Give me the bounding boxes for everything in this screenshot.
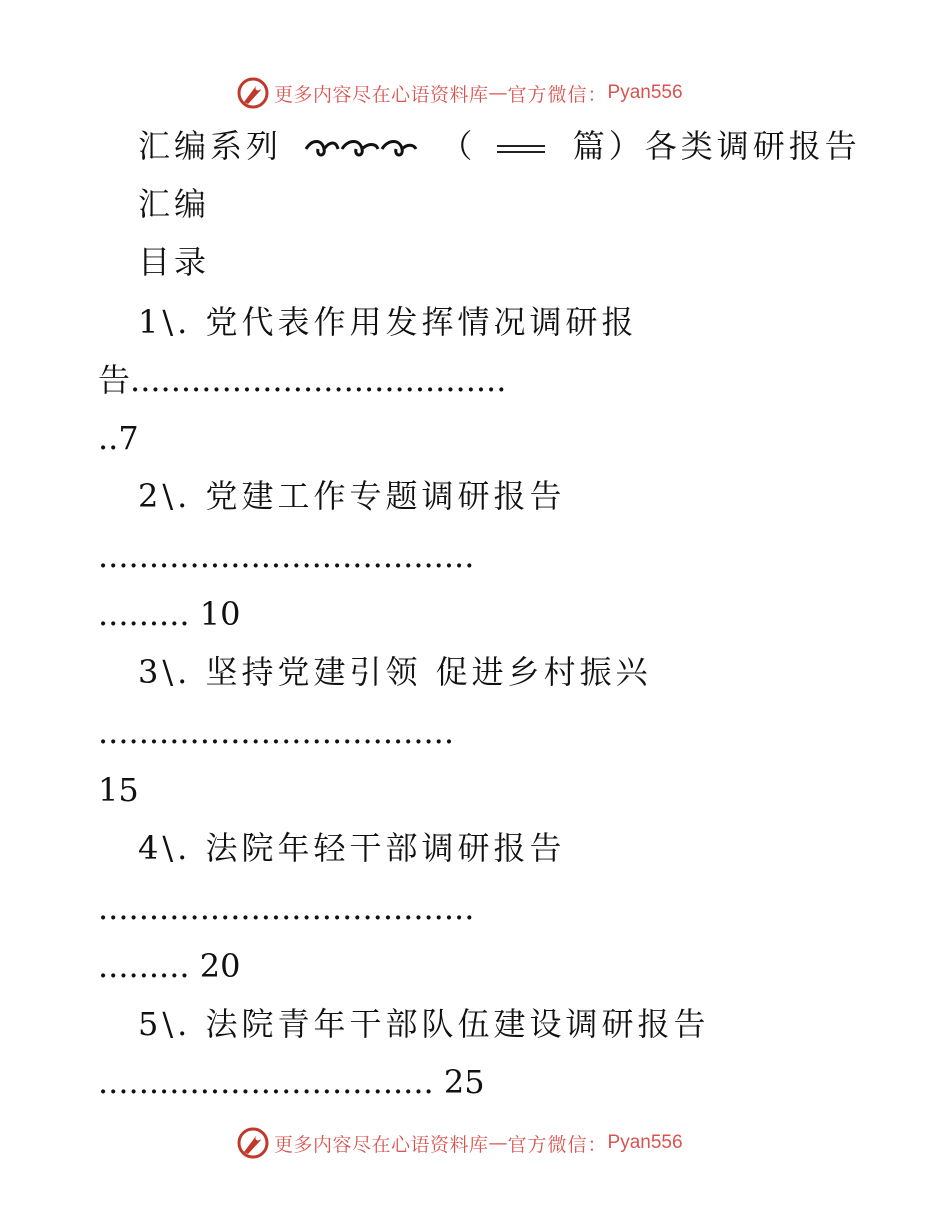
title-prefix: 汇编系列 <box>138 127 283 165</box>
toc-entry-2-leader: ..................................... <box>98 537 475 575</box>
pen-logo-icon <box>236 1126 270 1160</box>
toc-page-number: 10 <box>199 595 241 633</box>
banner-wechat-label: 官方微信： <box>507 83 608 106</box>
footer-banner <box>0 1120 950 1160</box>
banner-dash: — <box>488 82 508 104</box>
toc-entry-title: 法院青年干部队伍建设调研报告 <box>205 1005 710 1043</box>
banner-wechat-label: 官方微信： <box>507 1133 608 1156</box>
toc-entry-number: 4\. <box>138 829 192 867</box>
toc-entry-title: 党代表作用发挥情况调研报 <box>205 303 638 341</box>
toc-entry-number: 2\. <box>138 477 192 515</box>
toc-entry-1-leader: 告..................................... <box>98 361 507 399</box>
title-paren-open: （ <box>440 127 477 165</box>
toc-entry-4-page-line: ......... 20 <box>98 947 241 985</box>
banner-text: 更多内容尽在心语资料库 <box>274 1133 489 1156</box>
document-title <box>138 126 861 166</box>
banner-wechat-id: Pyan556 <box>607 1132 683 1153</box>
toc-entry-1-page-line: ..7 <box>98 419 139 457</box>
toc-heading: 目录 <box>138 243 211 281</box>
toc-entry-3 <box>138 652 652 692</box>
toc-entry-title: 坚持党建引领 促进乡村振兴 <box>205 653 652 691</box>
equals-mark <box>497 142 545 156</box>
toc-entry-number: 5\. <box>138 1005 192 1043</box>
toc-entry-title: 党建工作专题调研报告 <box>205 477 566 515</box>
toc-entry-4-leader: ..................................... <box>98 889 475 927</box>
toc-entry-2-page-line: ......... 10 <box>98 595 241 633</box>
toc-entry-number: 3\. <box>138 653 192 691</box>
toc-entry-2 <box>138 476 566 516</box>
toc-entry-5-leader: ................................. 25 <box>98 1063 485 1101</box>
banner-wechat-id: Pyan556 <box>607 82 683 103</box>
toc-page-number: 20 <box>199 947 241 985</box>
toc-entry-wrap: 告 <box>98 361 131 399</box>
toc-entry-4 <box>138 828 566 868</box>
toc-entry-3-page-line <box>98 770 139 810</box>
toc-entry-number: 1\. <box>138 303 192 341</box>
document-title-line2: 汇编 <box>138 185 211 223</box>
banner-text: 更多内容尽在心语资料库 <box>274 83 489 106</box>
banner-dash: — <box>488 1132 508 1154</box>
pen-logo-icon <box>236 76 270 110</box>
toc-entry-title: 法院年轻干部调研报告 <box>205 829 566 867</box>
header-banner <box>0 70 950 110</box>
toc-page-number: 7 <box>118 419 139 457</box>
toc-entry-5 <box>138 1004 710 1044</box>
title-paren-close: 篇）各类调研报告 <box>572 127 861 165</box>
toc-page-number: 15 <box>98 771 139 809</box>
toc-entry-1 <box>138 302 638 342</box>
toc-entry-3-leader: ................................... <box>98 713 455 751</box>
ornament-icon <box>302 137 420 161</box>
toc-page-number: 25 <box>443 1063 485 1101</box>
